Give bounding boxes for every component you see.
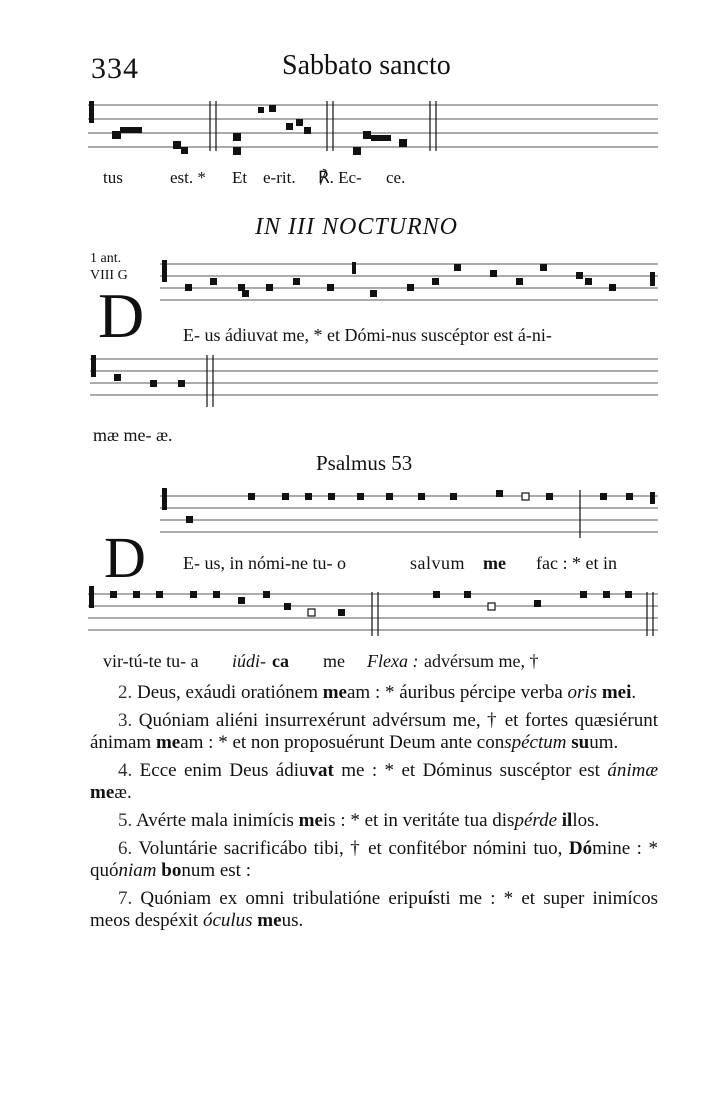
verse-accent: bo [161, 860, 182, 881]
psalm-lyrics-line-2-e: Flexa : [367, 651, 419, 671]
verse-accent: í [427, 888, 433, 909]
verse-text: Quóniam aliéni insurrexérunt advérsum me, † et fortes quæsiérunt ánimam [90, 710, 659, 753]
verse-accent: me [155, 732, 181, 753]
antiphon-drop-cap: D [98, 280, 145, 351]
verse-number: 2. [118, 682, 137, 703]
verse-preparatory: ánimæ [607, 760, 659, 781]
antiphon-label [90, 250, 128, 284]
antiphon-number: 1 ant. [90, 251, 122, 266]
antiphon-mode: VIII G [90, 268, 128, 283]
psalm-lyrics-line-1-c: me [483, 553, 506, 573]
verse-accent: mei [601, 682, 632, 703]
verse [90, 710, 658, 754]
psalm-lyrics-line-2-c: ca [272, 651, 289, 671]
running-title: Sabbato sancto [282, 50, 451, 81]
verse [90, 760, 658, 804]
verse-accent: me [90, 782, 115, 803]
section-heading: IN III NOCTURNO [255, 214, 459, 240]
verse-text: Quóniam ex omni tribulatióne eripu [140, 888, 428, 909]
verse-number: 5. [118, 810, 136, 831]
verse-text: . [631, 682, 637, 703]
verse-accent: me [257, 910, 282, 931]
verse-text: us. [281, 910, 304, 931]
antiphon-lyrics-line-2: mæ me- æ. [93, 425, 173, 445]
verse-text: me : * et Dóminus suscéptor est [333, 760, 608, 781]
verse-number: 3. [118, 710, 139, 731]
psalm-lyrics-line-2-f: advérsum me, † [424, 651, 539, 671]
verse-accent: vat [308, 760, 334, 781]
antiphon-staff-1 [160, 260, 658, 310]
verse-text: am : * áuribus pércipe verba [347, 682, 568, 703]
top-chant-staff [88, 97, 658, 161]
verse-text: mine : * quó [90, 838, 658, 881]
top-lyrics-2: est. * [170, 168, 206, 187]
verse-text: Voluntárie sacrificábo tibi, † et confitébor nómini tuo, [138, 838, 569, 859]
page-number: 334 [91, 52, 139, 85]
top-lyrics-5: ℟. Ec- [318, 168, 362, 187]
verse-text: Ecce enim Deus ádiu [139, 760, 309, 781]
psalm-lyrics-line-1-b: salvum [410, 553, 465, 573]
verse-number: 4. [118, 760, 140, 781]
verse [90, 838, 658, 882]
psalm-lyrics-line-2-d: me [323, 651, 345, 671]
verse-preparatory: spéctum [504, 732, 567, 753]
psalm-drop-cap: D [104, 525, 146, 590]
verse-text: sti me : * et super inimícos meos despéxit [90, 888, 658, 931]
psalm-lyrics-line-2-b: iúdi- [232, 651, 266, 671]
verse-preparatory: niam [118, 860, 157, 881]
top-lyrics-1: tus [103, 168, 123, 187]
verse [90, 810, 658, 832]
verse-accent: me [322, 682, 347, 703]
verse-accent: il [561, 810, 573, 831]
verse-text: is : * et in veritáte tua dis [322, 810, 515, 831]
psalm-verses [90, 682, 658, 938]
psalm-lyrics-line-2-a: vir-tú-te tu- a [103, 651, 199, 671]
verse-text: Avérte mala inimícis [135, 810, 299, 831]
psalm-staff-2 [88, 586, 658, 640]
verse-preparatory: pérde [514, 810, 558, 831]
verse [90, 682, 658, 704]
antiphon-staff-2 [90, 353, 658, 413]
verse-accent: su [571, 732, 590, 753]
verse-text: Deus, exáudi oratiónem [137, 682, 323, 703]
verse-number: 7. [118, 888, 141, 909]
verse-text: um. [589, 732, 619, 753]
psalm-lyrics-line-1-d: fac : * et in [536, 553, 617, 573]
verse-text: los. [572, 810, 600, 831]
psalm-lyrics-line-1-a: E- us, in nómi-ne tu- o [183, 553, 346, 573]
verse-text: am : * et non proposuérunt Deum ante con [180, 732, 505, 753]
top-lyrics-6: ce. [386, 168, 406, 187]
verse-preparatory: óculus [202, 910, 253, 931]
top-lyrics-3: Et [232, 168, 248, 187]
antiphon-lyrics-line-1: E- us ádiuvat me, * et Dómi-nus suscéptor est á-ni- [183, 325, 552, 345]
verse-number: 6. [118, 838, 139, 859]
top-lyrics-4: e-rit. [263, 168, 296, 187]
verse-preparatory: oris [567, 682, 598, 703]
verse-accent: me [298, 810, 323, 831]
psalm-staff-1 [160, 484, 658, 542]
verse-accent: Dó [568, 838, 593, 859]
psalm-title: Psalmus 53 [316, 451, 413, 475]
verse [90, 888, 658, 932]
verse-text: æ. [114, 782, 132, 803]
verse-text: num est : [181, 860, 251, 881]
